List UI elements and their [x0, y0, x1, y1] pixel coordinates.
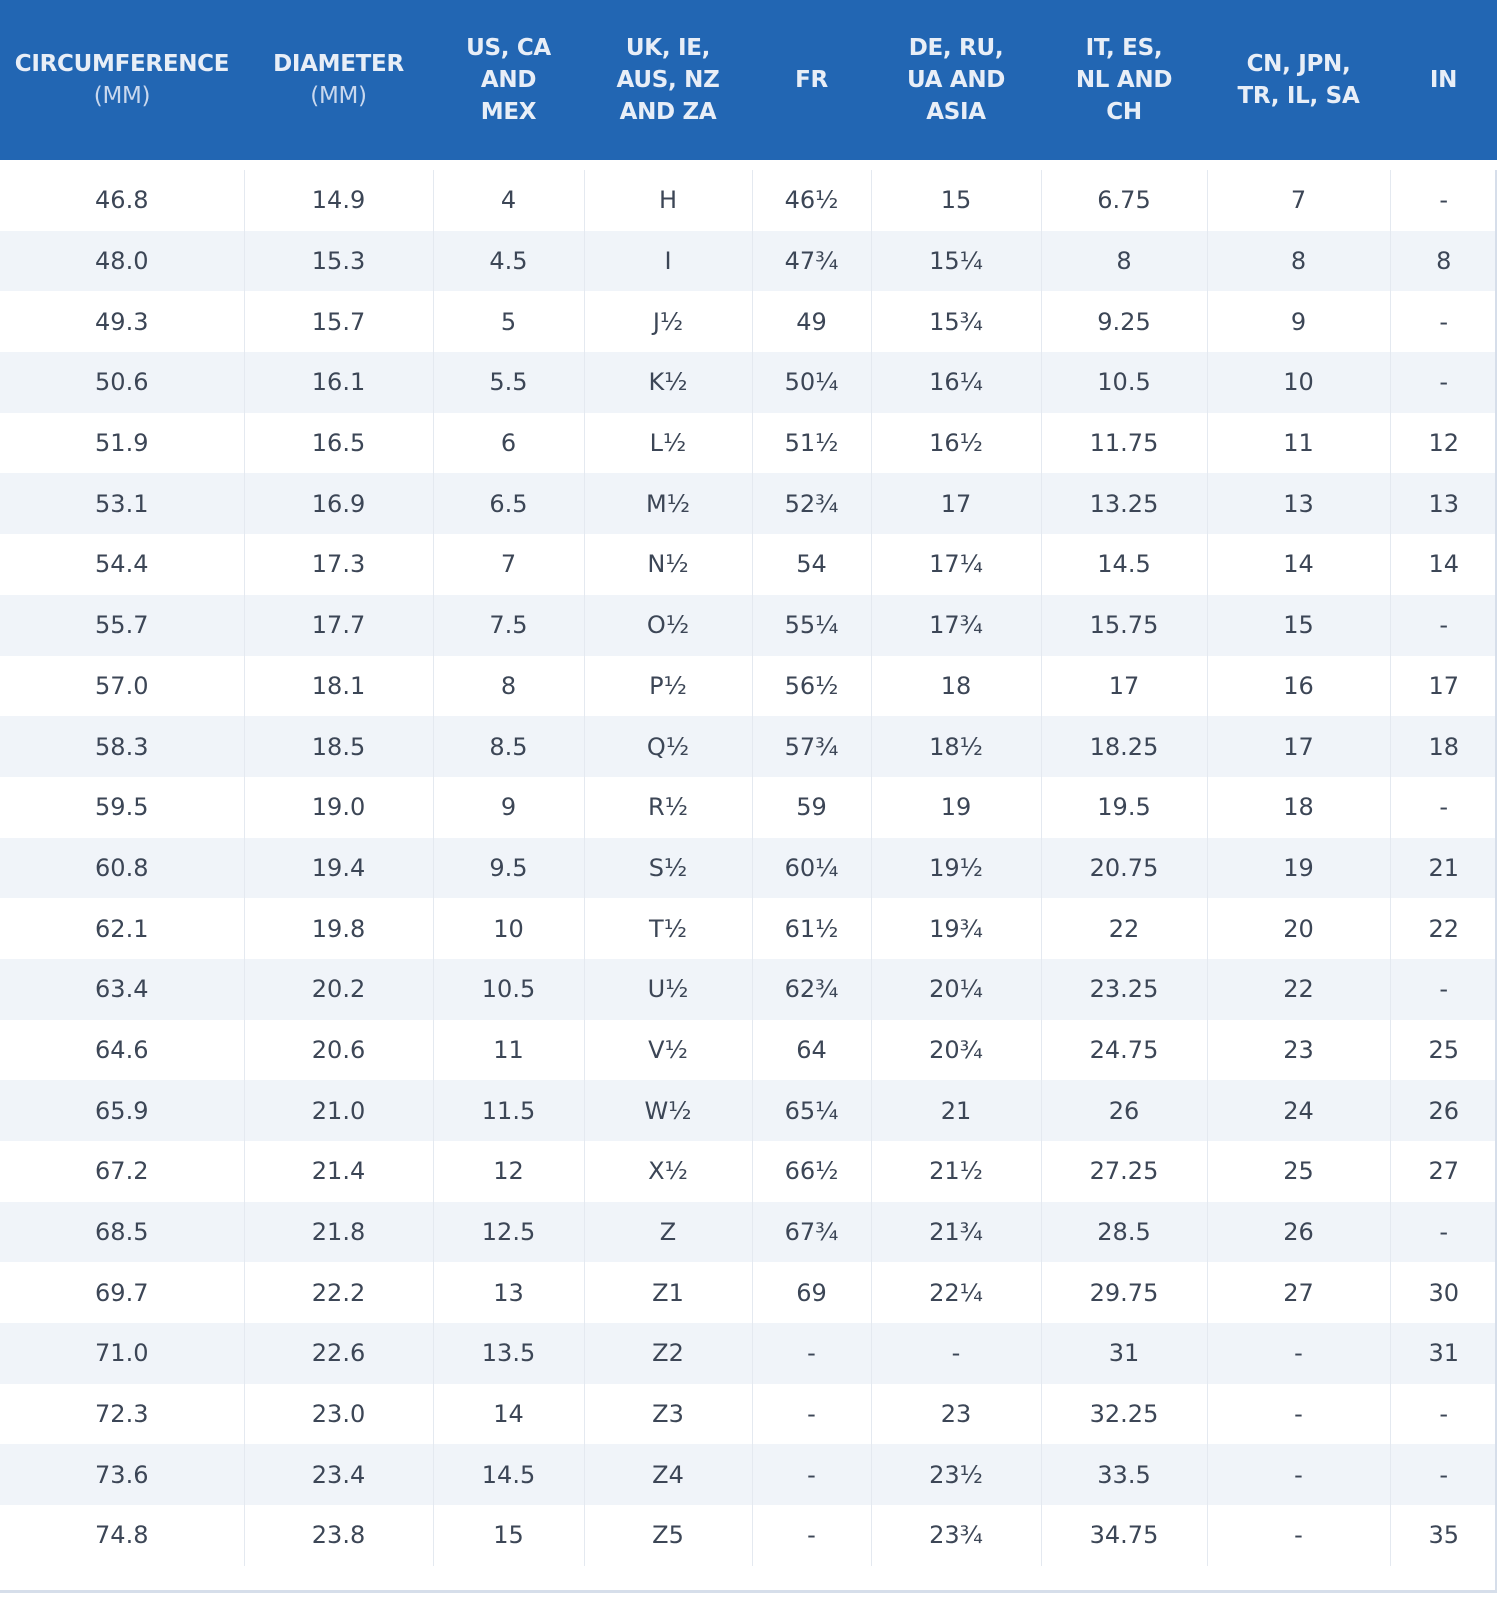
us-ca-mex-cell: 15 [433, 1505, 584, 1566]
us-ca-mex-cell: 7.5 [433, 595, 584, 656]
diameter-cell: 21.0 [244, 1080, 433, 1141]
table-row [0, 1444, 1497, 1505]
de-ru-ua-asia-cell: 21¾ [871, 1202, 1041, 1263]
us-ca-mex-cell: 11.5 [433, 1080, 584, 1141]
it-es-nl-ch-cell: 27.25 [1041, 1141, 1207, 1202]
circumference-cell: 69.7 [0, 1262, 244, 1323]
it-es-nl-ch-cell: 23.25 [1041, 959, 1207, 1020]
fr-cell: 64 [752, 1020, 871, 1081]
fr-cell: 69 [752, 1262, 871, 1323]
fr-cell: - [752, 1444, 871, 1505]
fr-cell: 50¼ [752, 352, 871, 413]
diameter-cell: 23.4 [244, 1444, 433, 1505]
circumference-cell: 65.9 [0, 1080, 244, 1141]
uk-ie-aus-nz-za-cell: I [584, 231, 752, 292]
cn-jpn-tr-il-sa-cell: 13 [1207, 473, 1390, 534]
us-ca-mex-cell: 7 [433, 534, 584, 595]
us-ca-mex-cell: 8.5 [433, 716, 584, 777]
table-body [0, 170, 1497, 1566]
in-cell: 14 [1390, 534, 1497, 595]
fr-cell: 67¾ [752, 1202, 871, 1263]
uk-ie-aus-nz-za-cell: K½ [584, 352, 752, 413]
cn-jpn-tr-il-sa-cell: 8 [1207, 231, 1390, 292]
circumference-cell: 53.1 [0, 473, 244, 534]
us-ca-mex-cell: 10.5 [433, 959, 584, 1020]
diameter-cell: 21.8 [244, 1202, 433, 1263]
header-label-line: UK, IE, [625, 35, 711, 61]
table-row [0, 352, 1497, 413]
header-label-line: AUS, NZ [616, 67, 720, 93]
it-es-nl-ch-cell: 18.25 [1041, 716, 1207, 777]
fr-cell: 52¾ [752, 473, 871, 534]
table-row [0, 1384, 1497, 1445]
header-label-line: US, CA [466, 35, 551, 61]
uk-ie-aus-nz-za-cell: X½ [584, 1141, 752, 1202]
it-es-nl-ch-cell: 32.25 [1041, 1384, 1207, 1445]
uk-ie-aus-nz-za-cell: W½ [584, 1080, 752, 1141]
header-label-line: AND ZA [619, 99, 717, 125]
header-label-line: DE, RU, [908, 35, 1004, 61]
de-ru-ua-asia-cell: 23 [871, 1384, 1041, 1445]
table-row [0, 1505, 1497, 1566]
circumference-cell: 63.4 [0, 959, 244, 1020]
us-ca-mex-cell: 10 [433, 898, 584, 959]
cn-jpn-tr-il-sa-cell: 24 [1207, 1080, 1390, 1141]
it-es-nl-ch-cell: 24.75 [1041, 1020, 1207, 1081]
table-row [0, 413, 1497, 474]
header-row [0, 0, 1497, 160]
it-es-nl-ch-cell: 34.75 [1041, 1505, 1207, 1566]
cn-jpn-tr-il-sa-cell: - [1207, 1505, 1390, 1566]
uk-ie-aus-nz-za-cell: Z2 [584, 1323, 752, 1384]
table-row [0, 1323, 1497, 1384]
de-ru-ua-asia-cell: 17¾ [871, 595, 1041, 656]
us-ca-mex-cell: 5 [433, 291, 584, 352]
circumference-cell: 59.5 [0, 777, 244, 838]
it-es-nl-ch-cell: 19.5 [1041, 777, 1207, 838]
it-es-nl-ch-cell: 10.5 [1041, 352, 1207, 413]
in-cell: 25 [1390, 1020, 1497, 1081]
table-bottom-border [0, 1590, 1497, 1593]
us-ca-mex-cell: 9 [433, 777, 584, 838]
us-ca-mex-cell: 12 [433, 1141, 584, 1202]
fr-cell: 47¾ [752, 231, 871, 292]
fr-cell: 54 [752, 534, 871, 595]
cn-jpn-tr-il-sa-cell: 22 [1207, 959, 1390, 1020]
de-ru-ua-asia-cell: 19¾ [871, 898, 1041, 959]
uk-ie-aus-nz-za-cell: Z4 [584, 1444, 752, 1505]
in-cell: - [1390, 1384, 1497, 1445]
de-ru-ua-asia-cell: 22¼ [871, 1262, 1041, 1323]
fr-cell: 66½ [752, 1141, 871, 1202]
table-row [0, 534, 1497, 595]
de-ru-ua-asia-cell: 15¼ [871, 231, 1041, 292]
diameter-cell: 16.5 [244, 413, 433, 474]
table-row [0, 1080, 1497, 1141]
circumference-cell: 74.8 [0, 1505, 244, 1566]
fr-cell: 62¾ [752, 959, 871, 1020]
header-label-line: AND [480, 67, 537, 93]
header-label-line: CIRCUMFERENCE [14, 51, 230, 77]
uk-ie-aus-nz-za-cell: O½ [584, 595, 752, 656]
diameter-cell: 16.1 [244, 352, 433, 413]
table-row [0, 777, 1497, 838]
it-es-nl-ch-cell: 20.75 [1041, 838, 1207, 899]
us-ca-mex-cell: 4.5 [433, 231, 584, 292]
table-row [0, 1141, 1497, 1202]
de-ru-ua-asia-cell: 20¾ [871, 1020, 1041, 1081]
cn-jpn-tr-il-sa-cell: 10 [1207, 352, 1390, 413]
table-header [0, 0, 1497, 160]
circumference-cell: 49.3 [0, 291, 244, 352]
de-ru-ua-asia-cell: 23½ [871, 1444, 1041, 1505]
in-cell: 13 [1390, 473, 1497, 534]
circumference-cell: 57.0 [0, 656, 244, 717]
header-label-line: IT, ES, [1085, 35, 1163, 61]
diameter-cell: 20.2 [244, 959, 433, 1020]
diameter-cell: 17.3 [244, 534, 433, 595]
cn-jpn-tr-il-sa-cell: - [1207, 1323, 1390, 1384]
uk-ie-aus-nz-za-cell: P½ [584, 656, 752, 717]
cn-jpn-tr-il-sa-cell: - [1207, 1444, 1390, 1505]
table-row [0, 595, 1497, 656]
table-row [0, 656, 1497, 717]
de-ru-ua-asia-cell: 15¾ [871, 291, 1041, 352]
header-label-line: ASIA [926, 99, 986, 125]
table-row [0, 959, 1497, 1020]
fr-cell: 46½ [752, 170, 871, 231]
uk-ie-aus-nz-za-cell: Z5 [584, 1505, 752, 1566]
de-ru-ua-asia-header [871, 0, 1041, 160]
header-label-line: TR, IL, SA [1237, 83, 1360, 109]
de-ru-ua-asia-cell: - [871, 1323, 1041, 1384]
uk-ie-aus-nz-za-cell: Z [584, 1202, 752, 1263]
header-gap [0, 160, 1497, 170]
fr-header [752, 0, 871, 160]
us-ca-mex-cell: 8 [433, 656, 584, 717]
header-label-line: UA AND [906, 67, 1006, 93]
in-cell: 35 [1390, 1505, 1497, 1566]
us-ca-mex-cell: 14.5 [433, 1444, 584, 1505]
in-header [1390, 0, 1497, 160]
table-row [0, 898, 1497, 959]
cn-jpn-tr-il-sa-cell: 11 [1207, 413, 1390, 474]
cn-jpn-tr-il-sa-cell: 27 [1207, 1262, 1390, 1323]
cn-jpn-tr-il-sa-cell: 19 [1207, 838, 1390, 899]
table-row [0, 291, 1497, 352]
de-ru-ua-asia-cell: 21 [871, 1080, 1041, 1141]
it-es-nl-ch-cell: 15.75 [1041, 595, 1207, 656]
cn-jpn-tr-il-sa-cell: 18 [1207, 777, 1390, 838]
de-ru-ua-asia-cell: 17¼ [871, 534, 1041, 595]
de-ru-ua-asia-cell: 19 [871, 777, 1041, 838]
table-row [0, 170, 1497, 231]
us-ca-mex-cell: 13.5 [433, 1323, 584, 1384]
it-es-nl-ch-header [1041, 0, 1207, 160]
cn-jpn-tr-il-sa-cell: 16 [1207, 656, 1390, 717]
us-ca-mex-cell: 13 [433, 1262, 584, 1323]
uk-ie-aus-nz-za-cell: L½ [584, 413, 752, 474]
cn-jpn-tr-il-sa-cell: 9 [1207, 291, 1390, 352]
circumference-cell: 58.3 [0, 716, 244, 777]
uk-ie-aus-nz-za-cell: U½ [584, 959, 752, 1020]
in-cell: 30 [1390, 1262, 1497, 1323]
diameter-cell: 23.0 [244, 1384, 433, 1445]
header-label-line: DIAMETER [273, 51, 404, 77]
de-ru-ua-asia-cell: 18½ [871, 716, 1041, 777]
it-es-nl-ch-cell: 9.25 [1041, 291, 1207, 352]
cn-jpn-tr-il-sa-cell: 20 [1207, 898, 1390, 959]
header-label-line: IN [1429, 67, 1458, 93]
uk-ie-aus-nz-za-cell: J½ [584, 291, 752, 352]
uk-ie-aus-nz-za-cell: T½ [584, 898, 752, 959]
it-es-nl-ch-cell: 33.5 [1041, 1444, 1207, 1505]
in-cell: 22 [1390, 898, 1497, 959]
table-row [0, 716, 1497, 777]
cn-jpn-tr-il-sa-header [1207, 0, 1390, 160]
circumference-cell: 62.1 [0, 898, 244, 959]
it-es-nl-ch-cell: 31 [1041, 1323, 1207, 1384]
us-ca-mex-cell: 6 [433, 413, 584, 474]
circumference-header [0, 0, 244, 160]
circumference-cell: 60.8 [0, 838, 244, 899]
in-cell: 18 [1390, 716, 1497, 777]
circumference-cell: 50.6 [0, 352, 244, 413]
uk-ie-aus-nz-za-cell: V½ [584, 1020, 752, 1081]
diameter-cell: 15.7 [244, 291, 433, 352]
header-label-line: NL AND [1075, 67, 1173, 93]
us-ca-mex-cell: 12.5 [433, 1202, 584, 1263]
cn-jpn-tr-il-sa-cell: 14 [1207, 534, 1390, 595]
in-cell: - [1390, 595, 1497, 656]
uk-ie-aus-nz-za-cell: Q½ [584, 716, 752, 777]
table-row [0, 1262, 1497, 1323]
diameter-cell: 18.1 [244, 656, 433, 717]
circumference-cell: 73.6 [0, 1444, 244, 1505]
in-cell: 12 [1390, 413, 1497, 474]
fr-cell: 55¼ [752, 595, 871, 656]
uk-ie-aus-nz-za-header [584, 0, 752, 160]
diameter-cell: 22.2 [244, 1262, 433, 1323]
it-es-nl-ch-cell: 11.75 [1041, 413, 1207, 474]
diameter-cell: 20.6 [244, 1020, 433, 1081]
fr-cell: 56½ [752, 656, 871, 717]
it-es-nl-ch-cell: 14.5 [1041, 534, 1207, 595]
diameter-header [244, 0, 433, 160]
uk-ie-aus-nz-za-cell: H [584, 170, 752, 231]
cn-jpn-tr-il-sa-cell: 26 [1207, 1202, 1390, 1263]
in-cell: 27 [1390, 1141, 1497, 1202]
it-es-nl-ch-cell: 8 [1041, 231, 1207, 292]
fr-cell: 49 [752, 291, 871, 352]
us-ca-mex-cell: 6.5 [433, 473, 584, 534]
fr-cell: 60¼ [752, 838, 871, 899]
diameter-cell: 19.8 [244, 898, 433, 959]
circumference-cell: 71.0 [0, 1323, 244, 1384]
diameter-cell: 14.9 [244, 170, 433, 231]
in-cell: 8 [1390, 231, 1497, 292]
in-cell: 17 [1390, 656, 1497, 717]
circumference-cell: 64.6 [0, 1020, 244, 1081]
de-ru-ua-asia-cell: 16¼ [871, 352, 1041, 413]
de-ru-ua-asia-cell: 23¾ [871, 1505, 1041, 1566]
fr-cell: - [752, 1505, 871, 1566]
header-label-line: (MM) [93, 83, 151, 109]
in-cell: - [1390, 1444, 1497, 1505]
in-cell: - [1390, 959, 1497, 1020]
diameter-cell: 17.7 [244, 595, 433, 656]
de-ru-ua-asia-cell: 20¼ [871, 959, 1041, 1020]
cn-jpn-tr-il-sa-cell: 23 [1207, 1020, 1390, 1081]
diameter-cell: 21.4 [244, 1141, 433, 1202]
it-es-nl-ch-cell: 6.75 [1041, 170, 1207, 231]
fr-cell: 57¾ [752, 716, 871, 777]
uk-ie-aus-nz-za-cell: Z1 [584, 1262, 752, 1323]
uk-ie-aus-nz-za-cell: N½ [584, 534, 752, 595]
fr-cell: 51½ [752, 413, 871, 474]
circumference-cell: 48.0 [0, 231, 244, 292]
diameter-cell: 16.9 [244, 473, 433, 534]
header-label-line: MEX [480, 99, 537, 125]
diameter-cell: 19.4 [244, 838, 433, 899]
us-ca-mex-header [433, 0, 584, 160]
diameter-cell: 23.8 [244, 1505, 433, 1566]
fr-cell: 59 [752, 777, 871, 838]
table-row [0, 231, 1497, 292]
header-label-line: FR [795, 67, 828, 93]
in-cell: 21 [1390, 838, 1497, 899]
it-es-nl-ch-cell: 22 [1041, 898, 1207, 959]
us-ca-mex-cell: 14 [433, 1384, 584, 1445]
uk-ie-aus-nz-za-cell: Z3 [584, 1384, 752, 1445]
circumference-cell: 67.2 [0, 1141, 244, 1202]
fr-cell: - [752, 1384, 871, 1445]
de-ru-ua-asia-cell: 17 [871, 473, 1041, 534]
table-row [0, 838, 1497, 899]
de-ru-ua-asia-cell: 15 [871, 170, 1041, 231]
it-es-nl-ch-cell: 28.5 [1041, 1202, 1207, 1263]
de-ru-ua-asia-cell: 18 [871, 656, 1041, 717]
in-cell: - [1390, 291, 1497, 352]
uk-ie-aus-nz-za-cell: S½ [584, 838, 752, 899]
table-right-border [1495, 170, 1497, 1592]
table-row [0, 473, 1497, 534]
it-es-nl-ch-cell: 29.75 [1041, 1262, 1207, 1323]
uk-ie-aus-nz-za-cell: M½ [584, 473, 752, 534]
cn-jpn-tr-il-sa-cell: 7 [1207, 170, 1390, 231]
in-cell: - [1390, 777, 1497, 838]
us-ca-mex-cell: 4 [433, 170, 584, 231]
fr-cell: 65¼ [752, 1080, 871, 1141]
de-ru-ua-asia-cell: 21½ [871, 1141, 1041, 1202]
it-es-nl-ch-cell: 17 [1041, 656, 1207, 717]
in-cell: 31 [1390, 1323, 1497, 1384]
de-ru-ua-asia-cell: 19½ [871, 838, 1041, 899]
diameter-cell: 15.3 [244, 231, 433, 292]
table-row [0, 1202, 1497, 1263]
uk-ie-aus-nz-za-cell: R½ [584, 777, 752, 838]
us-ca-mex-cell: 11 [433, 1020, 584, 1081]
circumference-cell: 72.3 [0, 1384, 244, 1445]
in-cell: - [1390, 170, 1497, 231]
circumference-cell: 54.4 [0, 534, 244, 595]
in-cell: 26 [1390, 1080, 1497, 1141]
us-ca-mex-cell: 9.5 [433, 838, 584, 899]
diameter-cell: 22.6 [244, 1323, 433, 1384]
circumference-cell: 51.9 [0, 413, 244, 474]
circumference-cell: 55.7 [0, 595, 244, 656]
header-label-line: CN, JPN, [1246, 51, 1351, 77]
cn-jpn-tr-il-sa-cell: - [1207, 1384, 1390, 1445]
in-cell: - [1390, 1202, 1497, 1263]
fr-cell: - [752, 1323, 871, 1384]
circumference-cell: 46.8 [0, 170, 244, 231]
in-cell: - [1390, 352, 1497, 413]
cn-jpn-tr-il-sa-cell: 15 [1207, 595, 1390, 656]
us-ca-mex-cell: 5.5 [433, 352, 584, 413]
table-row [0, 1020, 1497, 1081]
it-es-nl-ch-cell: 13.25 [1041, 473, 1207, 534]
it-es-nl-ch-cell: 26 [1041, 1080, 1207, 1141]
de-ru-ua-asia-cell: 16½ [871, 413, 1041, 474]
circumference-cell: 68.5 [0, 1202, 244, 1263]
diameter-cell: 19.0 [244, 777, 433, 838]
gap-cell [0, 160, 1497, 170]
diameter-cell: 18.5 [244, 716, 433, 777]
cn-jpn-tr-il-sa-cell: 25 [1207, 1141, 1390, 1202]
fr-cell: 61½ [752, 898, 871, 959]
header-label-line: CH [1106, 99, 1142, 125]
cn-jpn-tr-il-sa-cell: 17 [1207, 716, 1390, 777]
header-label-line: (MM) [310, 83, 367, 109]
